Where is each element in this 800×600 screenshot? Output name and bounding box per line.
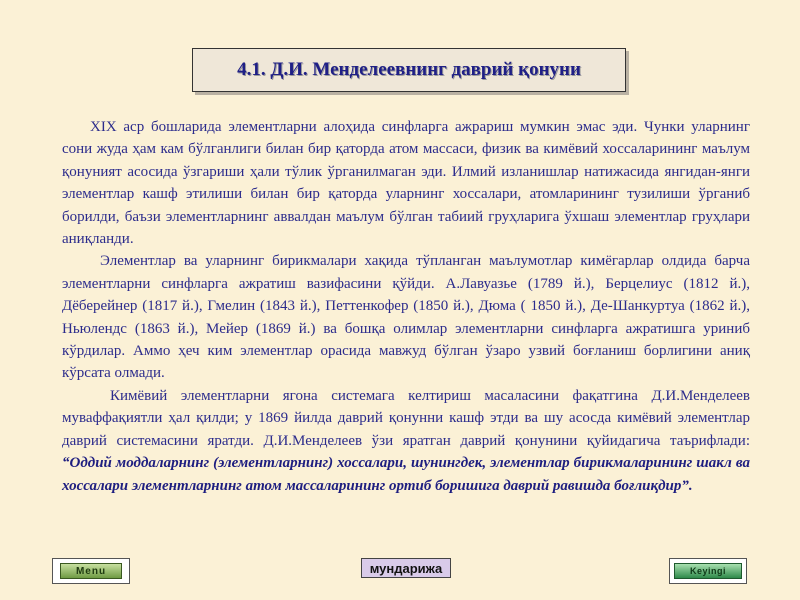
- page-title: 4.1. Д.И. Менделеевнинг даврий қонуни: [237, 59, 581, 80]
- paragraph-1: XIX аср бошларида элементларни алоҳида синфларга ажрариш мумкин эмас эди. Чунки уларнинг сони жуда ҳам кам бўлганлиги билан бир қаторда атом массаси, физик ва кимёвий хоссаларининг маълум қонуният асосида ўзгариши ҳали тўлик ўрганилмаган эди. Илмий изланишлар натижасида янгидан-янги элементлар кашф этилиши билан бир қаторда уларнинг хоссалари, атомларининг тузилиши ўрганиб борилди, баъзи элементларнинг аввалдан маълум бўлган табиий груҳларига ўхшаш элементлар груҳлари аниқланди.: [62, 119, 750, 248]
- menu-button-label: Menu: [60, 563, 122, 579]
- paragraph-2: Элементлар ва уларнинг бирикмалари хақида тўпланган маълумотлар кимёгарлар олдида барча элементларни синфларга ажратиш вазифасини қўйди. А.Лавуазье (1789 й.), Берцелиус (1812 й.), Дёберейнер (1817 й.), Гмелин (1843 й.), Петтенкофер (1850 й.), Дюма ( 1850 й.), Де-Шанкуртуа (1862 й.), Ньюлендс (1863 й.), Мейер (1869 й.) ва бошқа олимлар элементларни синфларга ажратишга уриниб кўрдилар. Аммо ҳеч ким элементлар орасида мавжуд бўлган ўзаро узвий боғланиш борлигини аниқ кўрсата олмади.: [62, 253, 750, 382]
- paragraph-3-lead: Кимёвий элементларни ягона системага келтириш масаласини фақатгина Д.И.Менделеев муваффақиятли ҳал қилди; у 1869 йилда даврий қонунни кашф этди ва шу асосда кимёвий элементлар даврий системасини яратди. Д.И.Менделеев ўзи яратган даврий қонунини қуйидагича таърифлади:: [62, 387, 750, 449]
- law-definition-quote: “Оддий моддаларнинг (элементларнинг) хоссалари, шунингдек, элементлар бирикмаларининг шакл ва хоссалари элементларнинг атом массаларининг ортиб боришига даврий равишда боғлиқдир”.: [62, 455, 750, 494]
- paragraph-3: [62, 385, 750, 497]
- content-area: [62, 116, 750, 497]
- menu-button[interactable]: [52, 558, 130, 584]
- next-button[interactable]: [669, 558, 747, 584]
- contents-button-label: мундарижа: [369, 560, 443, 576]
- contents-button[interactable]: [361, 558, 451, 578]
- page-title-box: [192, 48, 626, 92]
- next-button-label: Keyingi: [674, 563, 742, 579]
